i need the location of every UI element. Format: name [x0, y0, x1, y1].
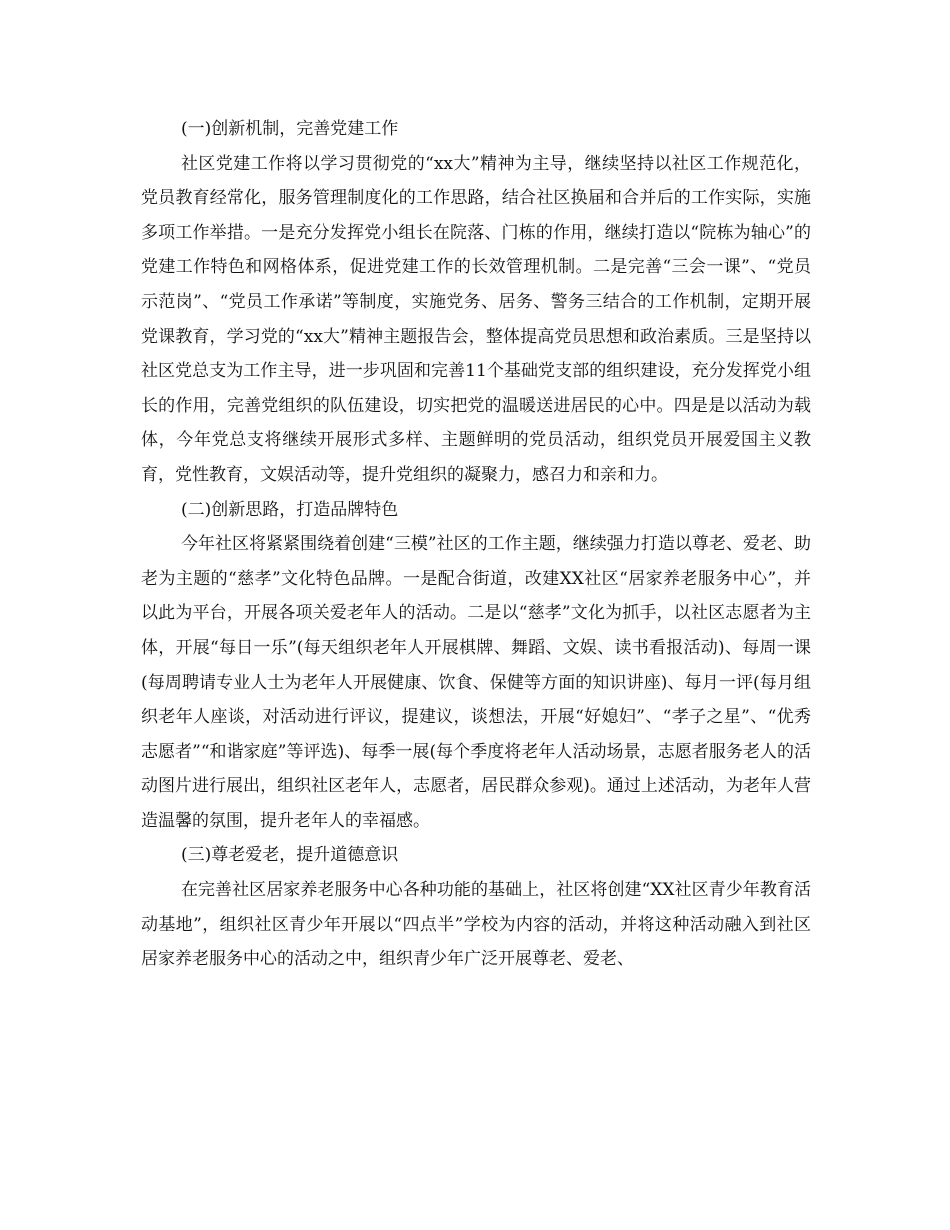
section-heading-1: (一)创新机制，完善党建工作	[180, 119, 399, 139]
section-body-2: 今年社区将紧紧围绕着创建“三模”社区的工作主题，继续强力打造以尊老、爱老、助老为主题的“慈孝”文化特色品牌。一是配合街道，改建XX社区“居家养老服务中心”，并以此为平台，开展各项关爱老年人的活动。二是以“慈孝”文化为抓手，以社区志愿者为主体，开展“每日一乐”(每天组织老年人开展棋牌、舞蹈、文娱、读书看报活动)、每周一课(每周聘请专业人士为老年人开展健康、饮食、保健等方面的知识讲座)、每月一评(每月组织老年人座谈，对活动进行评议，提建议，谈想法，开展“好媳妇”、“孝子之星”、“优秀志愿者”“和谐家庭”等评选)、每季一展(每个季度将老年人活动场景，志愿者服务老人的活动图片进行展出，组织社区老年人，志愿者，居民群众参观)。通过上述活动，为老年人营造温馨的氛围，提升老年人的幸福感。	[141, 534, 811, 831]
section-body-1: 社区党建工作将以学习贯彻党的“xx大”精神为主导，继续坚持以社区工作规范化，党员教育经常化，服务管理制度化的工作思路，结合社区换届和合并后的工作实际，实施多项工作举措。一是充分发挥党小组长在院落、门栋的作用，继续打造以“院栋为轴心”的党建工作特色和网格体系，促进党建工作的长效管理机制。二是完善“三会一课”、“党员示范岗”、“党员工作承诺”等制度，实施党务、居务、警务三结合的工作机制，定期开展党课教育，学习党的“xx大”精神主题报告会，整体提高党员思想和政治素质。三是坚持以社区党总支为工作主导，进一步巩固和完善11个基础党支部的组织建设，充分发挥党小组长的作用，完善党组织的队伍建设，切实把党的温暖送进居民的心中。四是是以活动为载体，今年党总支将继续开展形式多样、主题鲜明的党员活动，组织党员开展爱国主义教育，党性教育，文娱活动等，提升党组织的凝聚力，感召力和亲和力。	[141, 153, 811, 485]
section-heading-2: (二)创新思路，打造品牌特色	[180, 499, 399, 520]
document-page	[141, 112, 811, 977]
section-body-3: 在完善社区居家养老服务中心各种功能的基础上，社区将创建“XX社区青少年教育活动基地”，组织社区青少年开展以“四点半”学校为内容的活动，并将这种活动融入到社区居家养老服务中心的活动之中，组织青少年广泛开展尊老、爱老、	[141, 880, 811, 970]
section-heading-3: (三)尊老爱老，提升道德意识	[180, 845, 399, 866]
